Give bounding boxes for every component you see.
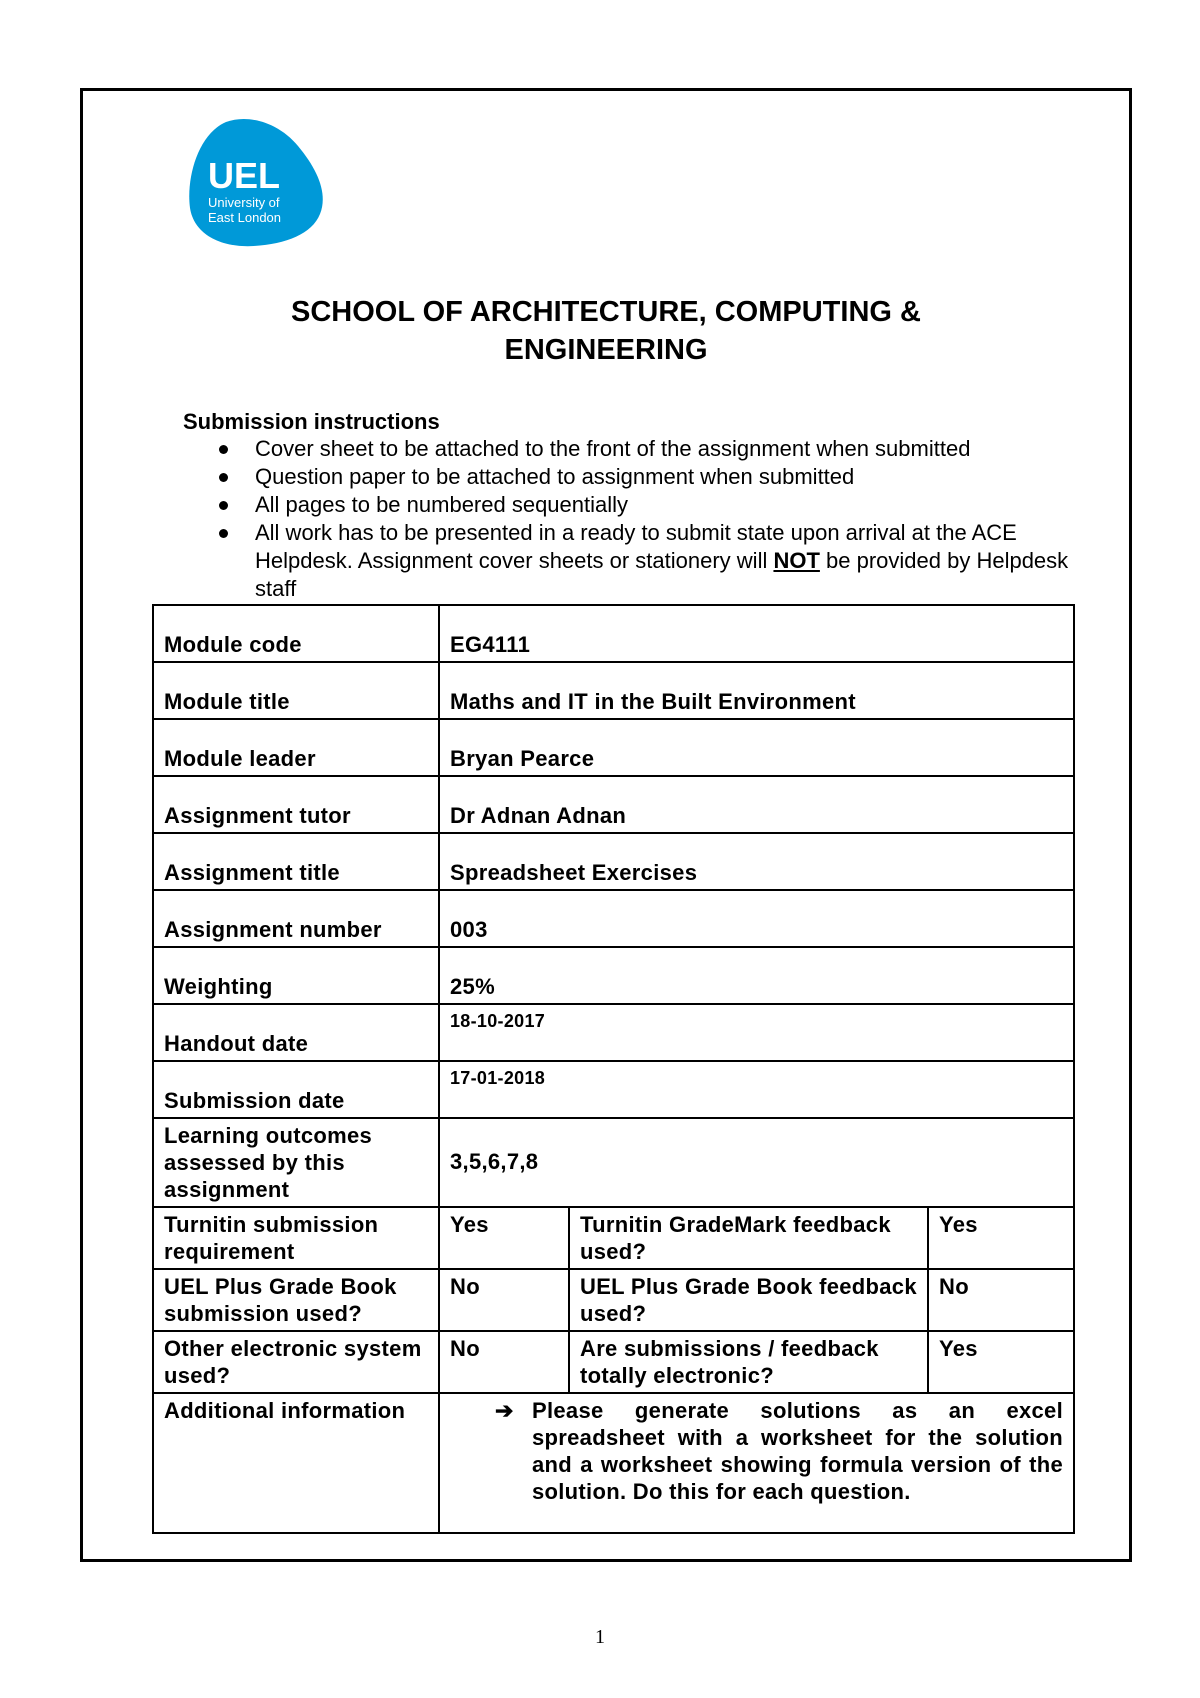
table-row <box>153 1004 1074 1061</box>
value-assignment-number: 003 <box>439 890 1074 947</box>
instruction-item: Cover sheet to be attached to the front of the assignment when submitted <box>210 435 1070 463</box>
logo-line1-text: University of <box>208 195 280 210</box>
label-handout-date: Handout date <box>153 1004 439 1061</box>
table-row <box>153 1061 1074 1118</box>
table-row <box>153 1269 1074 1331</box>
logo-uel-text: UEL <box>208 155 280 196</box>
label-other-electronic: Other electronic system used? <box>153 1331 439 1393</box>
table-row <box>153 1393 1074 1533</box>
value-cell-submission-date <box>439 1061 1074 1118</box>
value-turnitin-submission: Yes <box>439 1207 569 1269</box>
table-row <box>153 890 1074 947</box>
table-row <box>153 605 1074 662</box>
instruction-item <box>210 519 1070 603</box>
title-line-1: SCHOOL OF ARCHITECTURE, COMPUTING & <box>291 296 921 328</box>
table-row <box>153 662 1074 719</box>
value-cell-handout-date <box>439 1004 1074 1061</box>
label-gradebook-feedback: UEL Plus Grade Book feedback used? <box>569 1269 928 1331</box>
page-number: 1 <box>595 1626 605 1648</box>
label-gradebook-submission: UEL Plus Grade Book submission used? <box>153 1269 439 1331</box>
assignment-info-table <box>152 604 1075 1534</box>
value-weighting: 25% <box>439 947 1074 1004</box>
value-handout-date: 18-10-2017 <box>450 1011 546 1031</box>
label-assignment-tutor: Assignment tutor <box>153 776 439 833</box>
label-submission-date: Submission date <box>153 1061 439 1118</box>
label-weighting: Weighting <box>153 947 439 1004</box>
table-row <box>153 776 1074 833</box>
table-row <box>153 1118 1074 1207</box>
table-row <box>153 1331 1074 1393</box>
value-other-electronic: No <box>439 1331 569 1393</box>
label-assignment-title: Assignment title <box>153 833 439 890</box>
value-assignment-title: Spreadsheet Exercises <box>439 833 1074 890</box>
instruction-emphasis: NOT <box>773 548 820 573</box>
value-totally-electronic: Yes <box>928 1331 1074 1393</box>
table-row <box>153 719 1074 776</box>
table-row <box>153 947 1074 1004</box>
instruction-item: Question paper to be attached to assignment when submitted <box>210 463 1070 491</box>
value-learning-outcomes: 3,5,6,7,8 <box>439 1118 1074 1207</box>
label-turnitin-feedback: Turnitin GradeMark feedback used? <box>569 1207 928 1269</box>
label-turnitin-submission: Turnitin submission requirement <box>153 1207 439 1269</box>
school-title <box>100 293 1112 369</box>
additional-information-block <box>450 1397 1063 1505</box>
label-assignment-number: Assignment number <box>153 890 439 947</box>
label-module-title: Module title <box>153 662 439 719</box>
additional-information-text: Please generate solutions as an excel spreadsheet with a worksheet for the solution and a worksheet showing formula version of the solution. Do this for each question. <box>532 1398 1064 1504</box>
value-assignment-tutor: Dr Adnan Adnan <box>439 776 1074 833</box>
instructions-heading: Submission instructions <box>183 409 440 434</box>
table-row <box>153 833 1074 890</box>
value-gradebook-submission: No <box>439 1269 569 1331</box>
value-module-code: EG4111 <box>439 605 1074 662</box>
table-row <box>153 1207 1074 1269</box>
value-turnitin-feedback: Yes <box>928 1207 1074 1269</box>
value-module-title: Maths and IT in the Built Environment <box>439 662 1074 719</box>
label-learning-outcomes: Learning outcomes assessed by this assignment <box>153 1118 439 1207</box>
title-line-2: ENGINEERING <box>504 334 708 366</box>
label-additional-information: Additional information <box>153 1393 439 1533</box>
value-submission-date: 17-01-2018 <box>450 1068 546 1088</box>
label-totally-electronic: Are submissions / feedback totally electronic? <box>569 1331 928 1393</box>
uel-logo <box>186 116 326 248</box>
logo-line2-text: East London <box>208 210 282 225</box>
instructions-list <box>210 435 1070 603</box>
value-cell-additional-information <box>439 1393 1074 1533</box>
instruction-text: All work has to be presented in a ready to submit state upon arrival at the ACE Helpdesk. Assignment cover sheets or stationery will <box>255 520 1017 573</box>
label-module-code: Module code <box>153 605 439 662</box>
instruction-text: be provided by Helpdesk staff <box>255 548 1069 601</box>
instruction-item: All pages to be numbered sequentially <box>210 491 1070 519</box>
value-module-leader: Bryan Pearce <box>439 719 1074 776</box>
arrow-right-icon: ➔ <box>495 1398 514 1423</box>
label-module-leader: Module leader <box>153 719 439 776</box>
value-gradebook-feedback: No <box>928 1269 1074 1331</box>
